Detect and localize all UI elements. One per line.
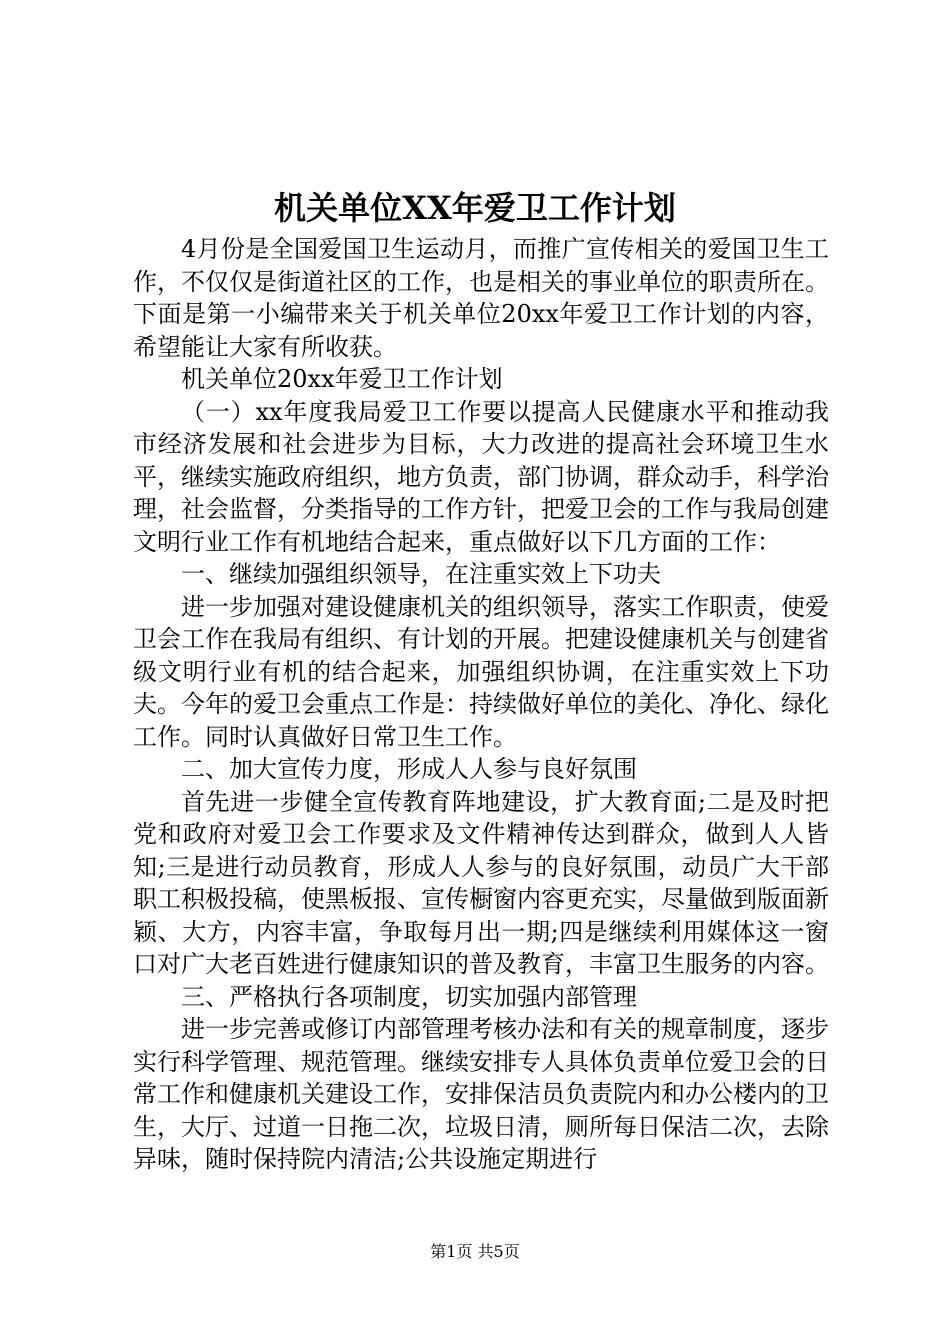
section-heading-3: 三、严格执行各项制度，切实加强内部管理 <box>181 982 637 1011</box>
paragraph-section-1: 进一步加强对建设健康机关的组织领导，落实工作职责，使爱卫会工作在我局有组织、有计划的开展。把建设健康机关与创建省级文明行业有机的结合起来，加强组织协调，在注重实效上下功夫。今年的爱卫会重点工作是：持续做好单位的美化、净化、绿化工作。同时认真做好日常卫生工作。 <box>133 592 829 751</box>
paragraph-section-2: 首先进一步健全宣传教育阵地建设，扩大教育面;二是及时把党和政府对爱卫会工作要求及文件精神传达到群众，做到人人皆知;三是进行动员教育，形成人人参与的良好氛围，动员广大干部职工积极投稿，使黑板报、宣传橱窗内容更充实，尽量做到版面新颖、大方，内容丰富，争取每月出一期;四是继续利用媒体这一窗口对广大老百姓进行健康知识的普及教育，丰富卫生服务的内容。 <box>133 787 829 978</box>
paragraph-intro: 4月份是全国爱国卫生运动月，而推广宣传相关的爱国卫生工作，不仅仅是街道社区的工作，也是相关的事业单位的职责所在。下面是第一小编带来关于机关单位20xx年爱卫工作计划的内容，希望能让大家有所收获。 <box>133 235 829 361</box>
paragraph-section-3: 进一步完善或修订内部管理考核办法和有关的规章制度，逐步实行科学管理、规范管理。继续安排专人具体负责单位爱卫会的日常工作和健康机关建设工作，安排保洁员负责院内和办公楼内的卫生，大厅、过道一日拖二次，垃圾日清，厕所每日保洁二次，去除异味，随时保持院内清洁;公共设施定期进行 <box>133 1015 829 1173</box>
document-title: 机关单位XX年爱卫工作计划 <box>274 189 676 227</box>
paragraph-subtitle: 机关单位20xx年爱卫工作计划 <box>181 365 503 393</box>
paragraph-overview: （一）xx年度我局爱卫工作要以提高人民健康水平和推动我市经济发展和社会进步为目标，大力改进的提高社会环境卫生水平，继续实施政府组织，地方负责，部门协调，群众动手，科学治理，社会监督，分类指导的工作方针，把爱卫会的工作与我局创建文明行业工作有机地结合起来，重点做好以下几方面的工作： <box>133 397 829 556</box>
page-number-footer: 第1页 共5页 <box>430 1242 520 1261</box>
section-heading-1: 一、继续加强组织领导，在注重实效上下功夫 <box>181 560 661 588</box>
document-body <box>133 233 829 1176</box>
section-heading-2: 二、加大宣传力度，形成人人参与良好氛围 <box>181 755 637 783</box>
